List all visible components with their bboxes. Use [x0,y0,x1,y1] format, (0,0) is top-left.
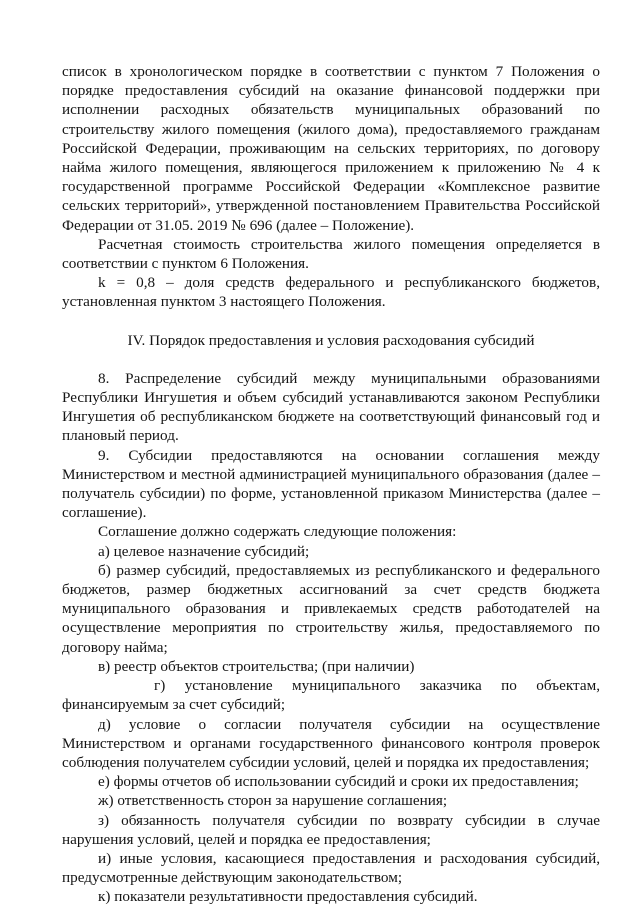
list-item-k: к) показатели результативности предоставления субсидий. [98,888,478,906]
paragraph-k-coefficient: k = 0,8 – доля средств федерального и республиканского бюджетов, установленная пунктом 3 настоящего Положения. [62,274,600,311]
list-item-g: г) установление муниципального заказчика по объектам, финансируемым за счет субсидий; [62,677,600,714]
document-page [62,62,600,907]
list-item-b: б) размер субсидий, предоставляемых из республиканского и федерального бюджетов, размер бюджетных ассигнований за счет средств бюджета муниципального образования и привлекаемых средств работодателей на осуществление мероприятия по строительству жилья, предоставляемого по договору найма; [62,561,600,656]
list-item-z: з) обязанность получателя субсидии по возврату субсидии в случае нарушения условий, целей и порядка ее предоставления; [62,811,600,848]
list-item-zh: ж) ответственность сторон за нарушение соглашения; [98,792,448,810]
paragraph-estimated-cost: Расчетная стоимость строительства жилого помещения определяется в соответствии с пунктом 6 Положения. [62,235,600,273]
list-item-i: и) иные условия, касающиеся предоставления и расходования субсидий, предусмотренные действующим законодательством; [62,849,600,887]
list-item-e: е) формы отчетов об использовании субсидий и сроки их предоставления; [98,773,579,791]
paragraph-item-9: 9. Субсидии предоставляются на основании соглашения между Министерством и местной администрацией муниципального образования (далее – получатель субсидии) по форме, установленной приказом Министерства (далее – соглашение). [62,446,600,522]
list-item-v: в) реестр объектов строительства; (при наличии) [98,657,415,675]
section-heading: IV. Порядок предоставления и условия расходования субсидий [127,331,535,349]
list-item-a: а) целевое назначение субсидий; [98,542,310,560]
paragraph-agreement-intro: Соглашение должно содержать следующие положения: [98,523,457,541]
paragraph-positioning-list: список в хронологическом порядке в соответствии с пунктом 7 Положения о порядке предоставления субсидий на оказание финансовой поддержки при исполнении расходных обязательств муниципальных образований по строительству жилого помещения (жилого дома), предоставляемого гражданам Российской Федерации, проживающим на сельских территориях, по договору найма жилого помещения, являющегося приложением к приложению № 4 к государственной программе Российской Федерации «Комплексное развитие сельских территорий», утвержденной постановлением Правительства Российской Федерации от 31.05. 2019 № 696 (далее – Положение). [62,63,600,234]
paragraph-item-8: 8. Распределение субсидий между муниципальными образованиями Республики Ингушетия и объем субсидий устанавливаются законом Республики Ингушетия об республиканском бюджете на соответствующий финансовый год и плановый период. [62,369,600,445]
list-item-d: д) условие о согласии получателя субсидии на осуществление Министерством и органами государственного финансового контроля проверок соблюдения получателем субсидии условий, целей и порядка их предоставления; [62,715,600,771]
